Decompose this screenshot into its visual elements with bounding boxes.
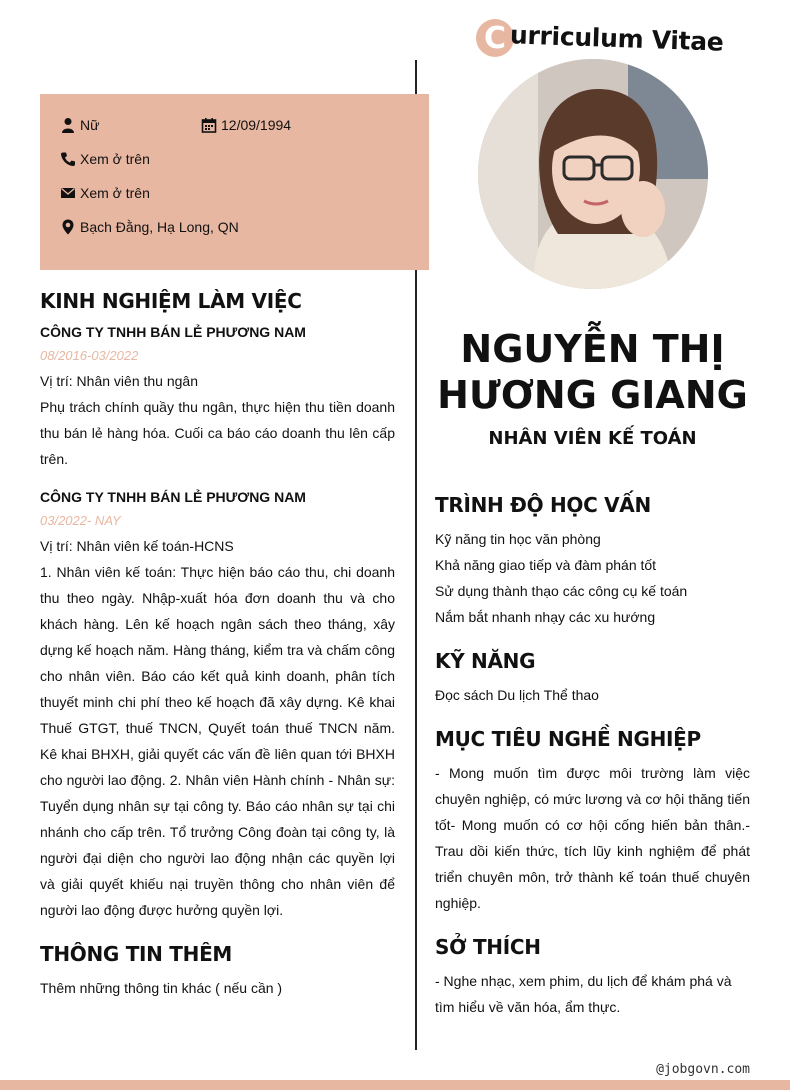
logo-letter: C [476, 19, 514, 57]
education-item: Khả năng giao tiếp và đàm phán tốt [435, 557, 657, 573]
cv-logo [476, 18, 724, 58]
skills-text: Đọc sách Du lịch Thể thao [435, 687, 599, 703]
job-2-position: Vị trí: Nhân viên kế toán-HCNS [40, 538, 234, 554]
education-item: Kỹ năng tin học văn phòng [435, 531, 601, 547]
objective-title: MỤC TIÊU NGHỀ NGHIỆP [435, 727, 701, 751]
logo-text: urriculum Vitae [509, 19, 724, 57]
gender-value: Nữ [80, 117, 100, 133]
footer-bar [0, 1080, 790, 1090]
phone-value: Xem ở trên [80, 151, 150, 167]
job-1-position: Vị trí: Nhân viên thu ngân [40, 373, 198, 389]
address-value: Bạch Đằng, Hạ Long, QN [80, 219, 239, 235]
extra-text: Thêm những thông tin khác ( nếu cần ) [40, 980, 283, 996]
job-2-description: 1. Nhân viên kế toán: Thực hiện báo cáo thu, chi doanh thu theo ngày. Nhập-xuất hóa đơn doanh thu và cho khách hàng. Lên kế hoạch ngân sách theo tháng, xây dựng kế hoạch năm. Hàng tháng, kiểm tra và chấm công cho nhân viên. Báo cáo kết quả kinh doanh, phân tích thuyết minh chi phí theo kế hoạch đã xây dựng. Kê khai Thuế GTGT, thuế TNCN, Quyết toán thuế TNCN năm. Kê khai BHXH, giải quyết các vấn đề liên quan tới BHXH cho người lao động. 2. Nhân viên Hành chính - Nhân sự: Tuyển dụng nhân sự tại công ty. Báo cáo nhân sự tại chi nhánh cho cấp trên. Tổ trưởng Công đoàn tại công ty, là người đại diện cho người lao động nhận các quyền lợi và giải quyết khiếu nại truyền thông cho nhân viên để người lao động được hưởng quyền lợi. [40, 564, 395, 918]
footer-link[interactable]: @jobgovn.com [656, 1062, 750, 1077]
name-line-1: NGUYỄN THỊ [460, 327, 725, 371]
education-item: Nắm bắt nhanh nhạy các xu hướng [435, 609, 656, 625]
contact-address [60, 219, 239, 235]
hobbies-title: SỞ THÍCH [435, 935, 541, 959]
profile-photo-illustration [478, 59, 708, 289]
job-title: NHÂN VIÊN KẾ TOÁN [488, 428, 697, 449]
contact-birthdate [201, 117, 291, 133]
education-title: TRÌNH ĐỘ HỌC VẤN [435, 493, 651, 517]
extra-title: THÔNG TIN THÊM [40, 942, 233, 966]
phone-icon [60, 151, 76, 167]
calendar-icon [201, 117, 217, 133]
job-1-period: 08/2016-03/2022 [40, 348, 139, 363]
job-2-period: 03/2022- NAY [40, 513, 121, 528]
name-line-2: HƯƠNG GIANG [437, 373, 748, 417]
full-name [435, 326, 750, 418]
contact-phone [60, 151, 150, 167]
profile-photo [478, 59, 708, 289]
job-1-description: Phụ trách chính quầy thu ngân, thực hiện thu tiền doanh thu bán lẻ hàng hóa. Cuối ca báo cáo doanh thu lên cấp trên. [40, 399, 395, 467]
hobbies-text: - Nghe nhạc, xem phim, du lịch để khám phá và tìm hiểu về văn hóa, ẩm thực. [435, 973, 732, 1015]
birthdate-value: 12/09/1994 [221, 117, 292, 133]
job-2-company: CÔNG TY TNHH BÁN LẺ PHƯƠNG NAM [40, 489, 306, 505]
skills-title: KỸ NĂNG [435, 649, 536, 673]
job-1-company: CÔNG TY TNHH BÁN LẺ PHƯƠNG NAM [40, 324, 306, 340]
education-item: Sử dụng thành thạo các công cụ kế toán [435, 583, 688, 599]
experience-title: KINH NGHIỆM LÀM VIỆC [40, 289, 302, 313]
location-icon [60, 219, 76, 235]
user-icon [60, 117, 76, 133]
email-value: Xem ở trên [80, 185, 150, 201]
contact-email [60, 185, 150, 201]
mail-icon [60, 185, 76, 201]
objective-text: - Mong muốn tìm được môi trường làm việc chuyên nghiệp, có mức lương và cơ hội thăng tiến tốt- Mong muốn có cơ hội cống hiến bản thân.- Trau dồi kiến thức, tích lũy kinh nghiệm để phát triển chuyên môn, trở thành kế toán thuế chuyên nghiệp. [435, 765, 750, 911]
contact-gender [60, 117, 99, 133]
